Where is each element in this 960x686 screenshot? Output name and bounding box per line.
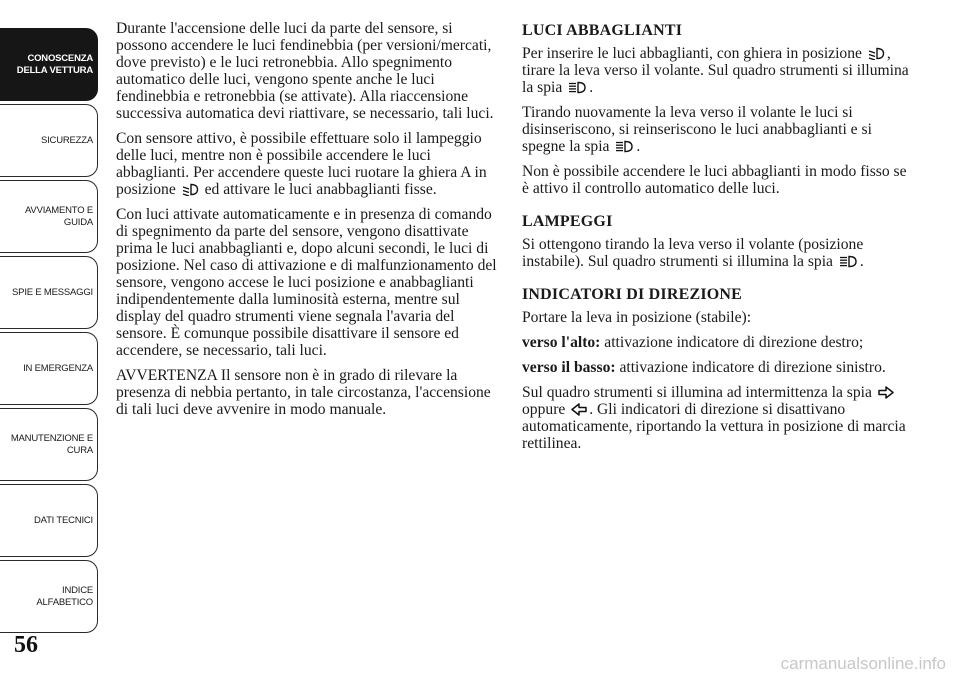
tab-label: MANUTENZIONE E CURA <box>10 432 93 456</box>
high-beam-icon <box>615 140 634 153</box>
tab-spie-messaggi[interactable] <box>0 256 98 329</box>
tab-label: INDICE ALFABETICO <box>36 584 93 608</box>
tab-label: IN EMERGENZA <box>23 362 93 374</box>
text-run: Si ottengono tirando la leva verso il volante (posizione instabile). Sul quadro strumenti si illumina la spia <box>522 236 864 270</box>
paragraph <box>522 359 910 376</box>
tab-label: AVVIAMENTO E GUIDA <box>25 204 93 228</box>
section-heading: LAMPEGGI <box>522 213 613 230</box>
watermark: carmanualsonline.info <box>780 654 946 673</box>
term-label: verso il basso: <box>522 359 616 376</box>
paragraph: Non è possibile accendere le luci abbaglianti in modo fisso se è attivo il controllo automatico delle luci. <box>522 163 907 197</box>
low-beam-icon <box>182 183 199 196</box>
paragraph <box>522 236 910 270</box>
paragraph: AVVERTENZA Il sensore non è in grado di rilevare la presenza di nebbia pertanto, in tale circostanza, l'accensione di tali luci deve avvenire in modo manuale. <box>116 367 491 418</box>
text-run: . <box>636 138 641 155</box>
low-beam-icon <box>868 47 885 60</box>
tab-label: SPIE E MESSAGGI <box>12 286 93 298</box>
tab-indice-alfabetico[interactable] <box>0 560 98 633</box>
tab-label: CONOSCENZA DELLA VETTURA <box>16 52 93 76</box>
text-run: . <box>589 79 594 96</box>
left-column <box>116 20 504 426</box>
text-run: attivazione indicatore di direzione sinistro. <box>615 359 886 376</box>
tab-label: SICUREZZA <box>40 134 93 146</box>
paragraph: Durante l'accensione delle luci da parte del sensore, si possono accendere le luci fendinebbia (per versioni/mercati, dove previsto) e le luci retronebbia. Allo spegnimento automatico delle luci, vengono spente anche le luci fendinebbia e retronebbia (se attivate). Alla riaccensione successiva automatica devi riattivare, se necessario, tali luci. <box>116 20 494 122</box>
right-column <box>522 20 910 460</box>
chapter-tabs <box>0 28 100 636</box>
section-heading: INDICATORI DI DIREZIONE <box>522 286 743 303</box>
tab-label: DATI TECNICI <box>33 514 93 526</box>
text-run: oppure <box>522 401 566 418</box>
tab-dati-tecnici[interactable] <box>0 484 98 557</box>
paragraph <box>522 384 910 452</box>
paragraph <box>522 104 910 155</box>
high-beam-icon <box>568 81 587 94</box>
section-heading: LUCI ABBAGLIANTI <box>522 22 683 39</box>
tab-in-emergenza[interactable] <box>0 332 98 405</box>
paragraph: Con luci attivate automaticamente e in presenza di comando di spegnimento da parte del sensore, vengono disattivate prima le luci anabbaglianti e, dopo alcuni secondi, le luci di posizione. Nel caso di attivazione e di malfunzionamento del sensore, vengono accese le luci posizione e anabbaglianti indipendentemente dalla luminosità esterna, mentre sul display del quadro strumenti viene segnala l'avaria del sensore. È comunque possibile disattivare il sensore ed accendere, se necessario, tali luci. <box>116 206 497 359</box>
term-label: verso l'alto: <box>522 334 601 351</box>
tab-sicurezza[interactable] <box>0 104 98 177</box>
text-run: Per inserire le luci abbaglianti, con ghiera in posizione <box>522 45 862 62</box>
text-run: ed attivare le luci anabbaglianti fisse. <box>204 181 437 198</box>
text-run: Con sensore attivo, è possibile effettuare solo il lampeggio delle luci, mentre non è possibile accendere le luci abbaglianti. Per accendere queste luci ruotare la ghiera A in posizione <box>116 130 487 198</box>
arrow-right-icon <box>878 386 894 399</box>
paragraph <box>522 334 910 351</box>
arrow-left-icon <box>571 403 587 416</box>
high-beam-icon <box>839 255 858 268</box>
paragraph <box>522 45 910 96</box>
paragraph: Portare la leva in posizione (stabile): <box>522 309 752 326</box>
paragraph <box>116 130 504 198</box>
text-run: , tirare la leva verso il volante. Sul quadro strumenti si illumina la spia <box>522 45 909 96</box>
tab-conoscenza-vettura[interactable] <box>0 28 98 101</box>
tab-manutenzione-cura[interactable] <box>0 408 98 481</box>
text-run: . Gli indicatori di direzione si disattivano automaticamente, riportando la vettura in posizione di marcia rettilinea. <box>522 401 906 452</box>
text-run: Sul quadro strumenti si illumina ad intermittenza la spia <box>522 384 872 401</box>
page-number: 56 <box>14 632 38 658</box>
tab-avviamento-guida[interactable] <box>0 180 98 253</box>
text-run: Tirando nuovamente la leva verso il volante le luci si disinseriscono, si reinseriscono le luci anabbaglianti e si spegne la spia <box>522 104 872 155</box>
text-run: . <box>859 253 864 270</box>
text-run: attivazione indicatore di direzione destro; <box>600 334 864 351</box>
